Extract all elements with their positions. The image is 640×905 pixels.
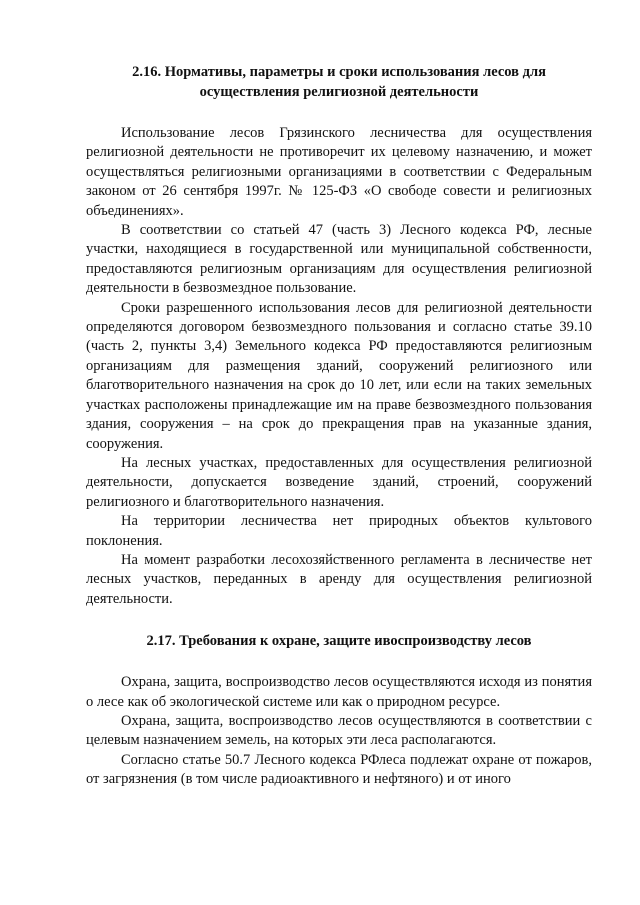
section-216-paragraph: В соответствии со статьей 47 (часть 3) Лесного кодекса РФ, лесные участки, находящиеся в государственной или муниципальной собственности, предоставляются религиозным организациям для осуществления религиозной деятельности в безвозмездное пользование. [86, 222, 592, 297]
section-217-paragraph: Охрана, защита, воспроизводство лесов осуществляются исходя из понятия о лесе как об экологической системе или как о природном ресурсе. [86, 674, 592, 710]
section-217-paragraph: Согласно статье 50.7 Лесного кодекса РФлеса подлежат охране от пожаров, от загрязнения (в том числе радиоактивного и нефтяного) и от иного [86, 751, 592, 788]
section-216-title-line-1: 2.16. Нормативы, параметры и сроки использования лесов для [132, 64, 546, 80]
section-216-paragraph: На момент разработки лесохозяйственного регламента в лесничестве нет лесных участков, переданных в аренду для осуществления религиозной деятельности. [86, 551, 592, 607]
section-216-paragraph: На территории лесничества нет природных объектов культового поклонения. [86, 513, 592, 549]
section-216-paragraph: Сроки разрешенного использования лесов для религиозной деятельности определяются договором безвозмездного пользования и согласно статье 39.10 (часть 2, пункты 3,4) Земельного кодекса РФ предоставляются религиозным организациям для размещения зданий, сооружений религиозного или благотворительного назначения на срок до 10 лет, или если на таких земельных участках расположены принадлежащие им на праве безвозмездного пользования здания, сооружения – на срок до прекращения прав на указанные здания, сооружения. [86, 299, 592, 452]
section-216-title-line-2: осуществления религиозной деятельности [199, 84, 479, 100]
document-page [86, 52, 592, 790]
section-216-heading [86, 62, 592, 102]
section-216-paragraph: На лесных участках, предоставленных для осуществления религиозной деятельности, допускается возведение зданий, строений, сооружений религиозного и благотворительного назначения. [86, 454, 592, 510]
section-217-paragraph: Охрана, защита, воспроизводство лесов осуществляются в соответствии с целевым назначением земель, на которых эти леса располагаются. [86, 712, 592, 749]
section-217-heading: 2.17. Требования к охране, защите ивоспроизводству лесов [146, 633, 532, 650]
section-216-paragraph: Использование лесов Грязинского лесничества для осуществления религиозной деятельности не противоречит их целевому назначению, и может осуществляться религиозными организациями в соответствии с Федеральным законом от 26 сентября 1997г. № 125-ФЗ «О свободе совести и религиозных объединениях». [86, 125, 592, 219]
